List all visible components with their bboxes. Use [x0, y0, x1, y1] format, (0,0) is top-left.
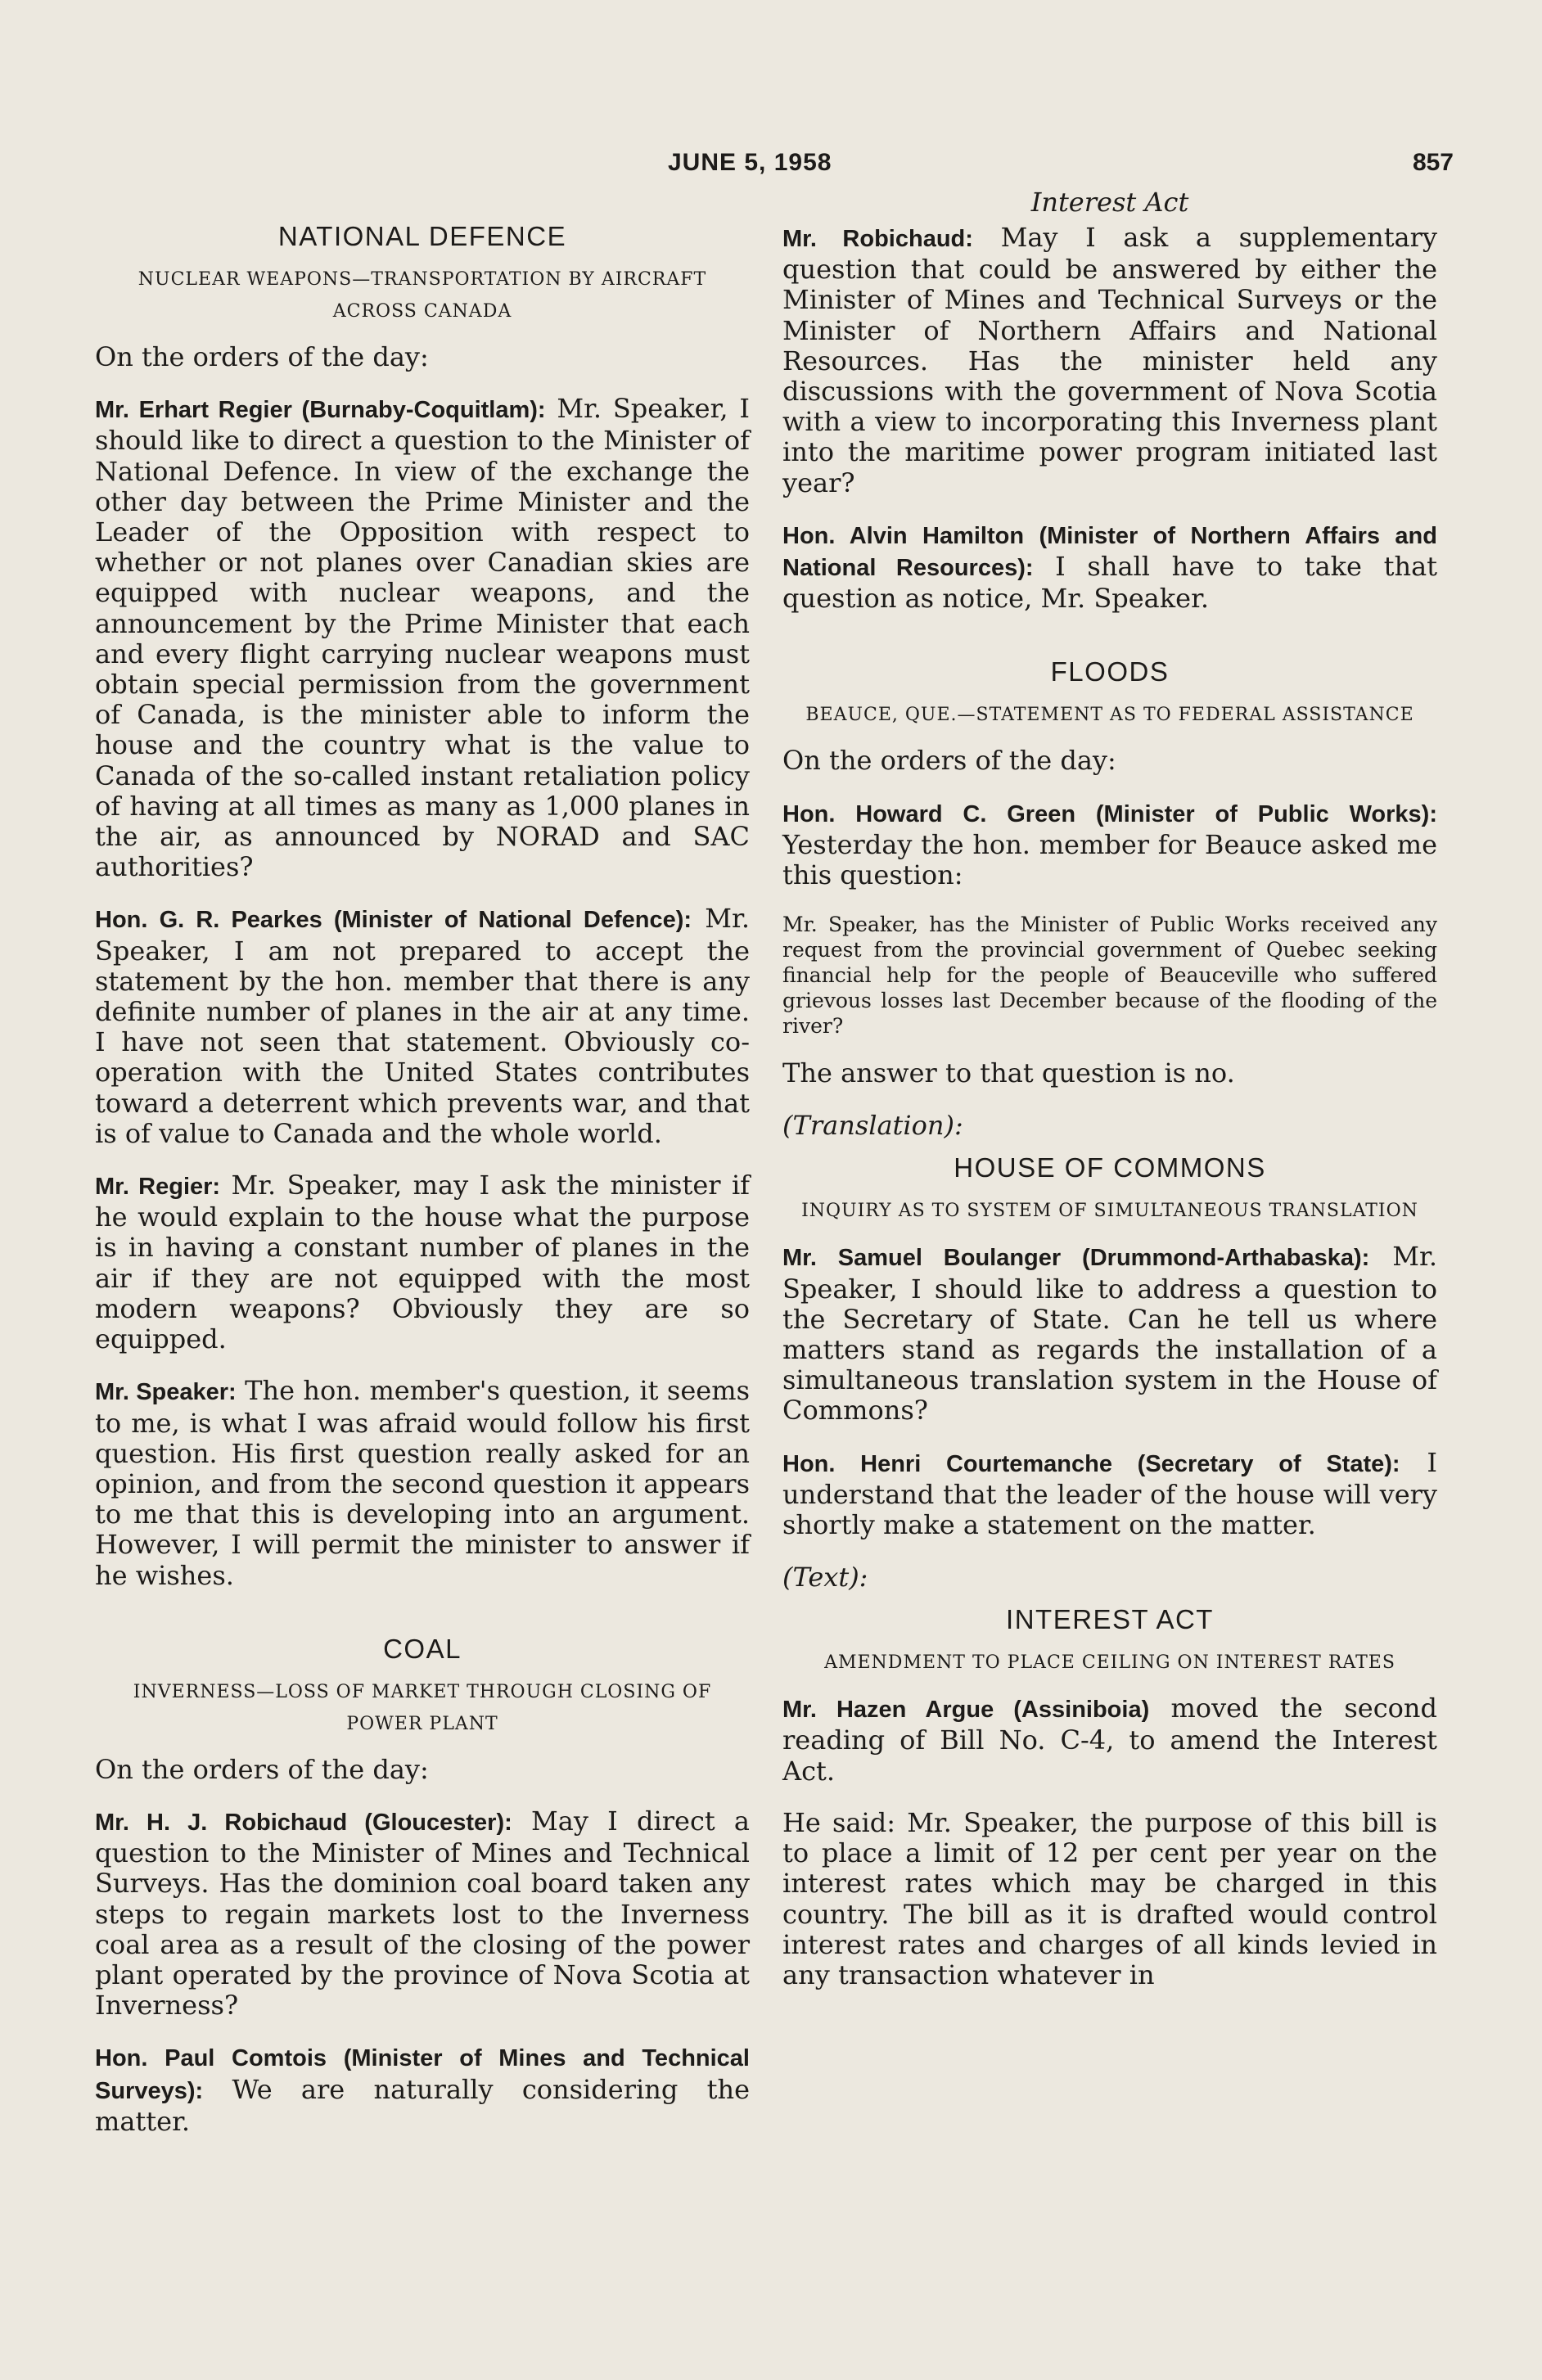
text-label: (Text):: [782, 1562, 868, 1593]
speaker-name: Hon. Henri Courtemanche (Secretary of State):: [782, 1450, 1400, 1477]
speaker-name: Hon. Paul Comtois (Minister of Mines and Technical Surveys):: [95, 2045, 750, 2104]
speech-text: Mr. Speaker, I should like to direct a question to the Minister of National Defence. In view of the exchange the other day between the Prime Minister and the Leader of the Opposition with respect to whether or not planes over Canadian skies are equipped with nuclear weapons, and the announcement by the Prime Minister that each and every flight carrying nuclear weapons must obtain special permission from the government of Canada, is the minister able to inform the house and the country what is the value to Canada of the so-called instant retaliation policy of having at all times as many as 1,000 planes in the air, as announced by NORAD and SAC authorities?: [95, 393, 750, 883]
speaker-name: Mr. Erhart Regier (Burnaby-Coquitlam):: [95, 397, 546, 424]
speech-robichaud: [95, 1806, 750, 2021]
speech-text: The hon. member's question, it seems to me, is what I was afraid would follow his first question. His first question really asked for an opinion, and from the second question it appears to me that this is developing into an argument. However, I will permit the minister to answer if he wishes.: [95, 1375, 750, 1591]
speech-text: May I ask a supplementary question that could be answered by either the Minister of Mines and Technical Surveys or the Minister of Northern Affairs and National Resources. Has the minister held any discussions with the government of Nova Scotia with a view to incorporating this Inverness plant into the maritime power program initiated last year?: [782, 222, 1438, 498]
running-head: [0, 149, 1542, 190]
subheading-simultaneous-translation: INQUIRY AS TO SYSTEM OF SIMULTANEOUS TRANSLATION: [801, 1201, 1418, 1222]
speech-comtois: [95, 2042, 750, 2137]
section-heading-floods: FLOODS: [1050, 656, 1170, 687]
answer-text: The answer to that question is no.: [782, 1057, 1235, 1089]
page-date: JUNE 5, 1958: [668, 149, 832, 176]
left-column: [95, 221, 750, 2158]
orders-of-the-day: On the orders of the day:: [95, 1753, 429, 1785]
speech-text: Mr. Speaker, I am not prepared to accept the statement by the hon. member that there is any definite number of planes in the air at any time. I have not seen that statement. Obviously co-operation with the United States contributes toward a deterrent which prevents war, and that is of value to Canada and the whole world.: [95, 903, 750, 1149]
speech-text: Yesterday the hon. member for Beauce asked me this question:: [782, 828, 1437, 891]
section-heading-coal: COAL: [383, 1633, 462, 1664]
speech-text: We are naturally considering the matter.: [95, 2073, 751, 2137]
speech-speaker: [95, 1376, 750, 1590]
subheading-ceiling-on-interest: AMENDMENT TO PLACE CEILING ON INTEREST RATES: [824, 1652, 1395, 1674]
continued-topic-label: Interest Act: [1030, 187, 1189, 218]
speech-text: I understand that the leader of the house will very shortly make a statement on the matter.: [782, 1446, 1437, 1541]
speech-text: Mr. Speaker, I should like to address a question to the Secretary of State. Can he tell us where matters stand as regards the installation of a simultaneous translation system in the House of Commons?: [782, 1241, 1437, 1427]
right-column: [782, 187, 1437, 2012]
speech-green: [782, 798, 1437, 891]
section-heading-interest-act: INTEREST ACT: [1006, 1604, 1214, 1635]
speech-regier: [95, 394, 750, 882]
speech-robichaud-supplementary: [782, 223, 1437, 498]
speech-regier-followup: [95, 1170, 750, 1355]
speech-pearkes: [95, 904, 750, 1149]
quoted-question: Mr. Speaker, has the Minister of Public Works received any request from the provincial government of Quebec seeking financial help for the people of Beauceville who suffered grievous losses last December because of the flooding of the river?: [782, 913, 1437, 1039]
speaker-name: Hon. Howard C. Green (Minister of Public Works):: [782, 800, 1437, 827]
subheading-beauce: BEAUCE, QUE.—STATEMENT AS TO FEDERAL ASSISTANCE: [805, 705, 1414, 726]
speech-hamilton: [782, 520, 1437, 615]
speaker-name: Mr. Hazen Argue (Assiniboia): [782, 1697, 1150, 1724]
speech-boulanger: [782, 1242, 1437, 1426]
speaker-name: Mr. Regier:: [95, 1174, 221, 1201]
speaker-name: Hon. G. R. Pearkes (Minister of National Defence):: [95, 907, 692, 934]
speech-text: moved the second reading of Bill No. C-4, to amend the Interest Act.: [782, 1693, 1438, 1787]
speaker-name: Hon. Alvin Hamilton (Minister of Northern Affairs and National Resources):: [782, 522, 1437, 582]
speech-text: May I direct a question to the Minister of Mines and Technical Surveys. Has the dominion coal board taken any steps to regain markets lost to the Inverness coal area as a result of the closing of the power plant operated by the province of Nova Scotia at Inverness?: [95, 1805, 751, 2022]
speech-text: I shall have to take that question as notice, Mr. Speaker.: [782, 551, 1437, 615]
section-heading-house-of-commons: HOUSE OF COMMONS: [954, 1152, 1266, 1183]
orders-of-the-day: On the orders of the day:: [95, 341, 429, 372]
speech-argue-continued: He said: Mr. Speaker, the purpose of this bill is to place a limit of 12 per cent per year on the interest rates which may be charged in this country. The bill as it is drafted would control interest rates and charges of all kinds levied in any transaction whatever in: [782, 1806, 1437, 1990]
speaker-name: Mr. Robichaud:: [782, 226, 973, 252]
speaker-name: Mr. H. J. Robichaud (Gloucester):: [95, 1809, 512, 1836]
speech-courtemanche: [782, 1448, 1437, 1541]
speech-text: Mr. Speaker, may I ask the minister if he would explain to the house what the purpose is in having a constant number of planes in the air if they are not equipped with the most modern weapons? Obviously they are so equipped.: [95, 1170, 751, 1355]
orders-of-the-day: On the orders of the day:: [782, 745, 1116, 777]
page-number: 857: [1412, 149, 1454, 176]
speech-argue: [782, 1693, 1437, 1787]
section-heading-national-defence: NATIONAL DEFENCE: [277, 221, 567, 251]
subheading-nuclear-weapons: NUCLEAR WEAPONS—TRANSPORTATION BY AIRCRAFT ACROSS CANADA: [138, 269, 707, 322]
subheading-inverness: INVERNESS—LOSS OF MARKET THROUGH CLOSING OF POWER PLANT: [133, 1681, 712, 1734]
translation-label: (Translation):: [782, 1110, 963, 1142]
speaker-name: Mr. Speaker:: [95, 1379, 237, 1406]
speaker-name: Mr. Samuel Boulanger (Drummond-Arthabaska):: [782, 1245, 1370, 1272]
